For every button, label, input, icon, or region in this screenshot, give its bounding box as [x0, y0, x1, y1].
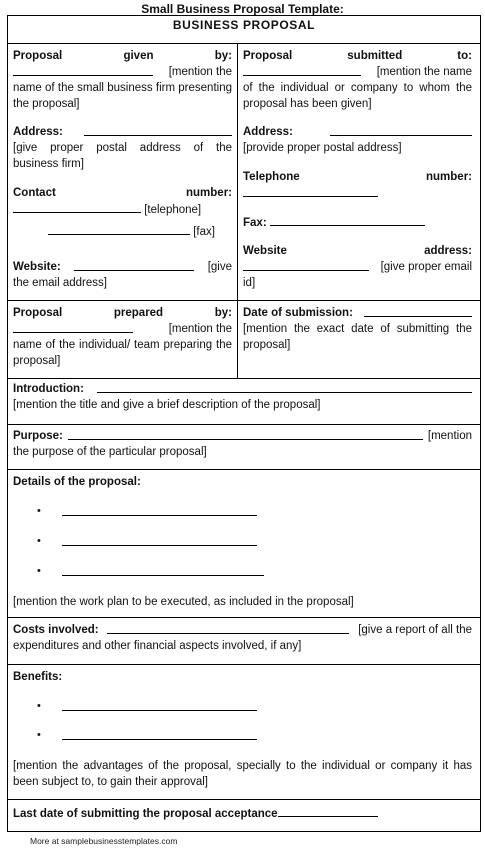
- costs-hint-2: expenditures and other financial aspects involved, if any]: [13, 640, 302, 652]
- submitted-to-label-a: Proposal: [243, 50, 293, 62]
- telephone-blank[interactable]: [13, 201, 141, 213]
- fax-label: Fax:: [243, 217, 267, 229]
- address-left-label: Address:: [13, 126, 63, 138]
- contact-section: [13, 185, 232, 240]
- website-left-label: Website:: [13, 261, 61, 273]
- details-bullet-item: [37, 505, 277, 519]
- website-left-blank[interactable]: [74, 259, 194, 271]
- benefits-hint: [mention the advantages of the proposal, specially to the individual or company it has been subject to, to gain their approval]: [13, 760, 472, 788]
- submitted-to-label-b: submitted: [347, 50, 403, 62]
- last-date-blank[interactable]: [278, 805, 378, 817]
- website-right-hint-2: id]: [243, 277, 256, 289]
- benefits-blank[interactable]: [62, 710, 257, 711]
- divider: [8, 300, 480, 301]
- divider: [8, 424, 480, 425]
- given-by-hint-1: [mention the: [168, 66, 232, 78]
- website-left-hint-1: [give: [207, 261, 232, 273]
- document-title: Small Business Proposal Template:: [141, 2, 344, 16]
- address-right-hint: [provide proper postal address]: [243, 142, 402, 154]
- telephone-hint: [telephone]: [144, 204, 202, 216]
- prepared-by-label-c: by:: [214, 307, 232, 319]
- contact-label-b: number:: [186, 187, 232, 199]
- purpose-label: Purpose:: [13, 430, 63, 442]
- divider: [8, 617, 480, 618]
- bullet-icon: •: [37, 729, 41, 741]
- column-divider: [237, 43, 238, 378]
- telephone-right-blank[interactable]: [243, 185, 378, 197]
- contact-label-a: Contact: [13, 187, 56, 199]
- address-right-section: [243, 124, 472, 156]
- website-left-section: [13, 259, 232, 291]
- purpose-hint-2: the purpose of the particular proposal]: [13, 446, 207, 458]
- benefits-bullet-item: [37, 700, 277, 714]
- introduction-blank[interactable]: [97, 381, 472, 393]
- website-left-hint-2: the email address]: [13, 277, 107, 289]
- benefits-bullet-item: [37, 729, 277, 743]
- given-by-label-b: given: [123, 50, 154, 62]
- details-blank[interactable]: [62, 515, 257, 516]
- benefits-blank[interactable]: [62, 739, 257, 740]
- given-by-hint-2: name of the small business firm presenting the proposal]: [13, 82, 232, 110]
- introduction-section: [13, 381, 472, 413]
- details-hint: [mention the work plan to be executed, as included in the proposal]: [13, 596, 354, 608]
- address-right-blank[interactable]: [330, 124, 472, 136]
- website-right-section: [243, 243, 472, 291]
- date-submission-section: [243, 305, 472, 353]
- form-header: BUSINESS PROPOSAL: [8, 16, 480, 44]
- details-bullet-item: [37, 535, 277, 549]
- submitted-to-hint-2: of the individual or company to whom the proposal has been given]: [243, 82, 472, 110]
- fax-hint: [fax]: [193, 226, 215, 238]
- costs-blank[interactable]: [107, 622, 349, 634]
- divider: [8, 469, 480, 470]
- purpose-hint-1: [mention: [427, 430, 472, 442]
- bullet-icon: •: [37, 565, 41, 577]
- submitted-to-hint-1: [mention the name: [376, 66, 472, 78]
- details-label: Details of the proposal:: [13, 476, 141, 488]
- website-right-blank[interactable]: [243, 259, 369, 271]
- divider: [8, 799, 480, 800]
- costs-hint-1: [give a report of all the: [358, 624, 472, 636]
- last-date-section: [13, 805, 472, 822]
- footer-credit: More at samplebusinesstemplates.com: [30, 836, 178, 846]
- given-by-section: [13, 48, 232, 112]
- purpose-blank[interactable]: [68, 428, 423, 440]
- details-blank[interactable]: [62, 545, 257, 546]
- given-by-label-a: Proposal: [13, 50, 63, 62]
- costs-section: [13, 622, 472, 654]
- address-left-blank[interactable]: [84, 124, 232, 136]
- details-bullet-item: [37, 565, 277, 579]
- prepared-by-hint-2: name of the individual/ team preparing the proposal]: [13, 339, 232, 367]
- costs-label: Costs involved:: [13, 624, 99, 636]
- address-left-section: [13, 124, 232, 172]
- date-submission-hint: [mention the exact date of submitting the proposal]: [243, 323, 472, 351]
- given-by-label-c: by:: [214, 50, 232, 62]
- submitted-to-blank[interactable]: [243, 64, 361, 76]
- introduction-label: Introduction:: [13, 383, 84, 395]
- telephone-section: [243, 169, 472, 202]
- date-submission-blank[interactable]: [364, 305, 472, 317]
- bullet-icon: •: [37, 700, 41, 712]
- last-date-label: Last date of submitting the proposal acceptance: [13, 808, 278, 820]
- given-by-blank[interactable]: [13, 64, 153, 76]
- website-right-label-a: Website: [243, 245, 287, 257]
- fax-right-blank[interactable]: [270, 214, 425, 226]
- details-blank[interactable]: [62, 575, 264, 576]
- bullet-icon: •: [37, 535, 41, 547]
- telephone-label-a: Telephone: [243, 171, 300, 183]
- bullet-icon: •: [37, 505, 41, 517]
- prepared-by-label-a: Proposal: [13, 307, 63, 319]
- fax-section: [243, 214, 472, 231]
- submitted-to-label-c: to:: [457, 50, 472, 62]
- address-left-hint: [give proper postal address of the business firm]: [13, 142, 232, 170]
- website-right-label-b: address:: [424, 245, 472, 257]
- introduction-hint: [mention the title and give a brief description of the proposal]: [13, 399, 321, 411]
- date-submission-label: Date of submission:: [243, 307, 353, 319]
- prepared-by-section: [13, 305, 232, 369]
- purpose-section: [13, 428, 472, 460]
- website-right-hint-1: [give proper email: [380, 261, 472, 273]
- proposal-form: [7, 15, 481, 832]
- fax-blank-left[interactable]: [48, 223, 190, 235]
- telephone-label-b: number:: [426, 171, 472, 183]
- divider: [8, 664, 480, 665]
- prepared-by-hint-1: [mention the: [168, 323, 232, 335]
- address-right-label: Address:: [243, 126, 293, 138]
- benefits-label: Benefits:: [13, 671, 63, 683]
- prepared-by-blank[interactable]: [13, 321, 133, 333]
- prepared-by-label-b: prepared: [113, 307, 164, 319]
- divider: [8, 378, 480, 379]
- submitted-to-section: [243, 48, 472, 112]
